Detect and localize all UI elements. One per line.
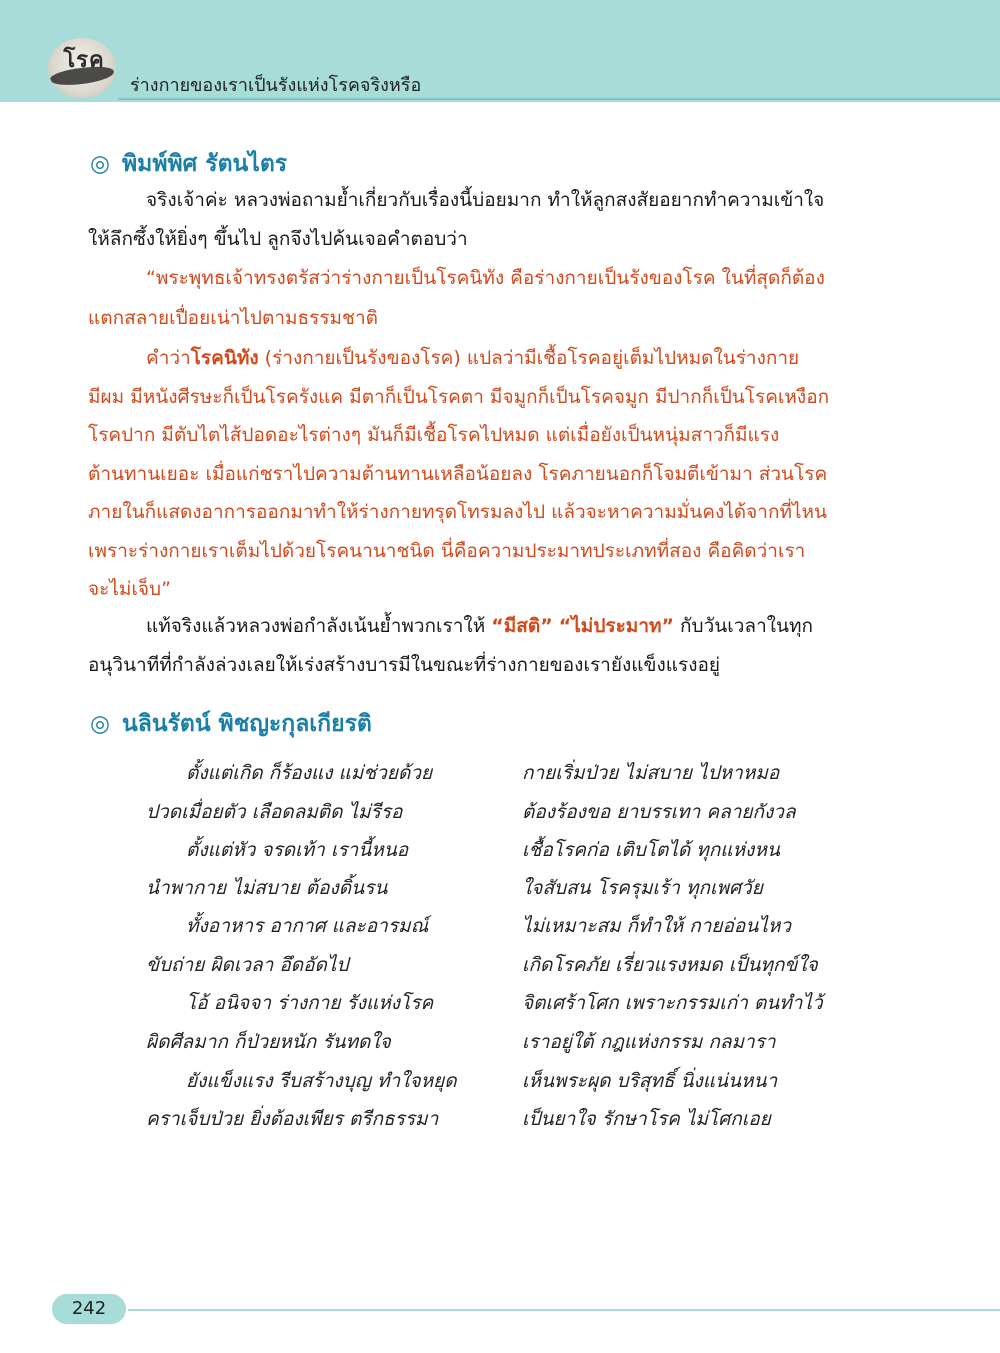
emphasis-term: “ไม่ประมาท” <box>558 615 674 637</box>
page-number: 242 <box>52 1294 126 1324</box>
paragraph-line: อนุวินาทีที่กำลังล่วงเลยให้เร่งสร้างบารมีในขณะที่ร่างกายของเรายังแข็งแรงอยู่ <box>88 654 721 676</box>
poem-line-left: คราเจ็บป่วย ยิ่งต้องเพียร ตรีกธรรมา <box>146 1108 439 1130</box>
paragraph-text: แท้จริงแล้วหลวงพ่อกำลังเน้นย้ำพวกเราให้ <box>146 615 492 637</box>
emphasis-term: โรคนิทัง <box>190 347 259 369</box>
poem-line-left: ทั้งอาหาร อากาศ และอารมณ์ <box>186 915 429 937</box>
poem-line-right: ต้องร้องขอ ยาบรรเทา คลายกังวล <box>522 801 796 823</box>
logo-emblem <box>48 38 116 98</box>
poem-line-right: เห็นพระผุด บริสุทธิ์ นิ่งแน่นหนา <box>522 1070 778 1092</box>
footer-divider <box>128 1309 1000 1311</box>
logo-text: โรค <box>63 47 105 73</box>
quote-line: “พระพุทธเจ้าทรงตรัสว่าร่างกายเป็นโรคนิทัง คือร่างกายเป็นรังของโรค ในที่สุดก็ต้อง <box>146 267 825 289</box>
poem-line-right: กายเริ่มป่วย ไม่สบาย ไปหาหมอ <box>522 762 780 784</box>
header-divider <box>118 98 1000 100</box>
quote-line: โรคปาก มีตับไตไส้ปอดอะไรต่างๆ มันก็มีเชื้อโรคไปหมด แต่เมื่อยังเป็นหนุ่มสาวก็มีแรง <box>88 424 780 446</box>
poem-line-left: โอ้ อนิจจา ร่างกาย รังแห่งโรค <box>186 992 434 1014</box>
paragraph-line: จริงเจ้าค่ะ หลวงพ่อถามย้ำเกี่ยวกับเรื่องนี้บ่อยมาก ทำให้ลูกสงสัยอยากทำความเข้าใจ <box>146 189 825 211</box>
quote-line: แตกสลายเปื่อยเน่าไปตามธรรมชาติ <box>88 307 378 329</box>
poem-line-right: จิตเศร้าโศก เพราะกรรมเก่า ตนทำไว้ <box>522 992 823 1014</box>
quote-line: ต้านทานเยอะ เมื่อแก่ชราไปความต้านทานเหลือน้อยลง โรคภายนอกก็โจมตีเข้ามา ส่วนโรค <box>88 463 828 485</box>
author-name: นลินรัตน์ พิชญะกุลเกียรติ <box>122 711 372 737</box>
chapter-title: ร่างกายของเราเป็นรังแห่งโรคจริงหรือ <box>130 75 422 96</box>
poem-line-left: ขับถ่าย ผิดเวลา อึดอัดไป <box>146 954 349 976</box>
quote-line: ภายในก็แสดงอาการออกมาทำให้ร่างกายทรุดโทรมลงไป แล้วจะหาความมั่นคงได้จากที่ไหน <box>88 501 828 523</box>
poem-line-right: ใจสับสน โรครุมเร้า ทุกเพศวัย <box>522 877 763 899</box>
quote-text: คำว่า <box>146 347 191 369</box>
poem-line-right: เชื้อโรคก่อ เติบโตได้ ทุกแห่งหน <box>522 839 780 861</box>
paragraph-text: กับวันเวลาในทุก <box>674 615 814 637</box>
poem-line-left: ตั้งแต่หัว จรดเท้า เรานี้หนอ <box>186 839 409 861</box>
poem-line-left: ยังแข็งแรง รีบสร้างบุญ ทำใจหยุด <box>186 1070 457 1092</box>
author-name: พิมพ์พิศ รัตนไตร <box>122 151 288 177</box>
paragraph-line <box>146 612 813 640</box>
poem-line-right: เราอยู่ใต้ กฎแห่งกรรม กลมารา <box>522 1031 776 1053</box>
poem-line-right: เกิดโรคภัย เรี่ยวแรงหมด เป็นทุกข์ใจ <box>522 954 818 976</box>
quote-line: เพราะร่างกายเราเต็มไปด้วยโรคนานาชนิด นี่คือความประมาทประเภทที่สอง คือคิดว่าเรา <box>88 540 806 562</box>
paragraph-line: ให้ลึกซึ้งให้ยิ่งๆ ขึ้นไป ลูกจึงไปค้นเจอคำตอบว่า <box>88 228 468 250</box>
quote-line: จะไม่เจ็บ” <box>88 578 171 600</box>
poem-line-left: นำพากาย ไม่สบาย ต้องดิ้นรน <box>146 877 388 899</box>
poem-line-right: ไม่เหมาะสม ก็ทำให้ กายอ่อนไหว <box>522 915 792 937</box>
poem-line-left: ผิดศีลมาก ก็ป่วยหนัก รันทดใจ <box>146 1031 391 1053</box>
poem-line-left: ปวดเมื่อยตัว เลือดลมติด ไม่รีรอ <box>146 801 403 823</box>
emphasis-term: “มีสติ” <box>491 615 553 637</box>
poem-line-left: ตั้งแต่เกิด ก็ร้องแง แม่ช่วยด้วย <box>186 762 433 784</box>
quote-line <box>146 344 799 372</box>
section-heading-2 <box>90 706 372 742</box>
poem-line-right: เป็นยาใจ รักษาโรค ไม่โศกเอย <box>522 1108 771 1130</box>
bullet-icon: ◎ <box>90 151 111 177</box>
bullet-icon: ◎ <box>90 711 111 737</box>
section-heading-1 <box>90 146 287 182</box>
quote-line: มีผม มีหนังศีรษะก็เป็นโรครังแค มีตาก็เป็นโรคตา มีจมูกก็เป็นโรคจมูก มีปากก็เป็นโรคเหงือก <box>88 386 830 408</box>
quote-text: (ร่างกายเป็นรังของโรค) แปลว่ามีเชื้อโรคอยู่เต็มไปหมดในร่างกาย <box>258 347 800 369</box>
